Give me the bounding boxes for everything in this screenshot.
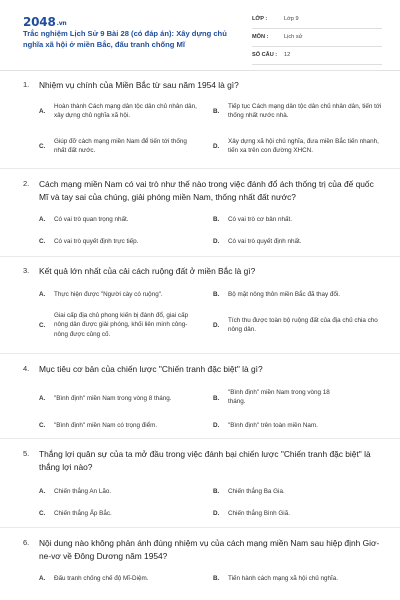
page-title: Trắc nghiệm Lịch Sử 9 Bài 28 (có đáp án): Xây dựng chủ nghĩa xã hội ở miền Bắc, đấu tranh chống Mĩ [23,29,227,49]
meta-row-subject [252,31,382,47]
site-logo[interactable] [23,15,66,29]
option-text: Giai cấp địa chủ phong kiến bị đánh đổ, giai cấp nông dân được giải phóng, khối liên minh công-nông được củng cố. [54,312,189,338]
logo-text: 2048 [23,15,56,29]
option-letter: B. [213,488,220,495]
meta-label: LỚP : [252,16,268,22]
question-number: 6. [23,538,30,547]
option-letter: D. [213,510,220,517]
option-text: "Bình định" miền Nam trong vòng 8 tháng. [54,395,172,402]
option-text: Chiến thắng Ấp Bắc. [54,510,112,517]
question-separator [0,256,400,257]
question-text: Cách mạng miền Nam có vai trò như thế nào trong việc đánh đổ ách thống trị của đế quốc Mĩ và tay sai của chúng, giải phóng miền Nam, thống nhất đất nước? [39,179,374,202]
option-letter: B. [213,216,220,223]
option-letter: A. [39,395,46,402]
meta-value: 12 [284,52,291,58]
question-text: Nhiệm vụ chính của Miền Bắc từ sau năm 1954 là gì? [39,80,239,90]
meta-row-grade [252,13,382,29]
question-separator [0,438,400,439]
question-number: 4. [23,364,30,373]
option-letter: B. [213,575,220,582]
question-separator [0,527,400,528]
option-text: Tích thu được toàn bộ ruộng đất của địa chủ chia cho nông dân. [228,317,378,334]
logo-suffix: .vn [56,20,67,27]
option-text: "Bình định" miền Nam có trọng điểm. [54,422,158,429]
meta-info [252,13,382,67]
meta-row-count [252,49,382,65]
option-text: Đấu tranh chống chế độ Mĩ-Diệm. [54,575,149,582]
meta-value: Lớp 9 [284,16,299,22]
option-text: "Bình định" miền Nam trong vòng 18 tháng. [228,389,330,406]
option-letter: C. [39,422,46,429]
option-letter: D. [213,322,220,329]
option-letter: C. [39,143,46,150]
option-letter: A. [39,291,46,298]
option-text: Hoàn thành Cách mạng dân tộc dân chủ nhân dân, xây dựng chủ nghĩa xã hội. [54,103,197,120]
option-letter: D. [213,238,220,245]
option-text: Bộ mặt nông thôn miền Bắc đã thay đổi. [228,291,341,298]
option-text: Thực hiện được "Người cày có ruộng". [54,291,163,298]
option-letter: D. [213,143,220,150]
question-number: 2. [23,179,30,188]
meta-value: Lịch sử [284,34,303,40]
question-number: 1. [23,80,30,89]
option-letter: C. [39,322,46,329]
option-text: Có vai trò cơ bản nhất. [228,216,292,223]
option-text: Chiến thắng An Lão. [54,488,112,495]
option-letter: C. [39,238,46,245]
option-text: Có vai trò quyết định nhất. [228,238,302,245]
question-separator [0,353,400,354]
option-letter: D. [213,422,220,429]
question-number: 5. [23,449,30,458]
option-letter: C. [39,510,46,517]
option-text: Tiếp tục Cách mạng dân tộc dân chủ nhân dân, tiến tới thống nhất nước nhà. [228,103,382,120]
question-text: Kết quả lớn nhất của cải cách ruộng đất ở miền Bắc là gì? [39,266,256,276]
question-separator [0,168,400,169]
option-text: Có vai trò quyết định trực tiếp. [54,238,139,245]
option-text: Có vai trò quan trọng nhất. [54,216,129,223]
page-header [0,0,400,62]
option-letter: B. [213,291,220,298]
question-number: 3. [23,266,30,275]
option-text: Chiến thắng Bình Giã. [228,510,290,517]
option-text: Chiến thắng Ba Gia. [228,488,285,495]
option-text: Tiến hành cách mạng xã hội chủ nghĩa. [228,575,339,582]
question-text: Mục tiêu cơ bản của chiến lược "Chiến tranh đặc biệt" là gì? [39,364,263,374]
question-text: Nội dung nào không phản ánh đúng nhiệm vụ của cách mạng miền Nam sau hiệp định Giơ-ne-vơ về Đông Dương năm 1954? [39,538,380,561]
option-letter: B. [213,395,220,402]
option-text: "Bình định" trên toàn miền Nam. [228,422,318,429]
option-letter: A. [39,488,46,495]
option-letter: A. [39,575,46,582]
meta-label: MÔN : [252,34,269,40]
option-letter: B. [213,108,220,115]
option-letter: A. [39,108,46,115]
header-divider [0,70,400,71]
option-letter: A. [39,216,46,223]
meta-label: SỐ CÂU : [252,52,278,58]
question-text: Thắng lợi quân sự của ta mở đầu trong việc đánh bại chiến lược "Chiến tranh đặc biệt" là thắng lợi nào? [39,449,371,472]
option-text: Xây dựng xã hội chủ nghĩa, đưa miền Bắc tiến nhanh, tiến xa trên con đường XHCN. [228,138,379,155]
option-text: Giúp đỡ cách mạng miền Nam để tiến tới thống nhất đất nước. [54,138,187,155]
